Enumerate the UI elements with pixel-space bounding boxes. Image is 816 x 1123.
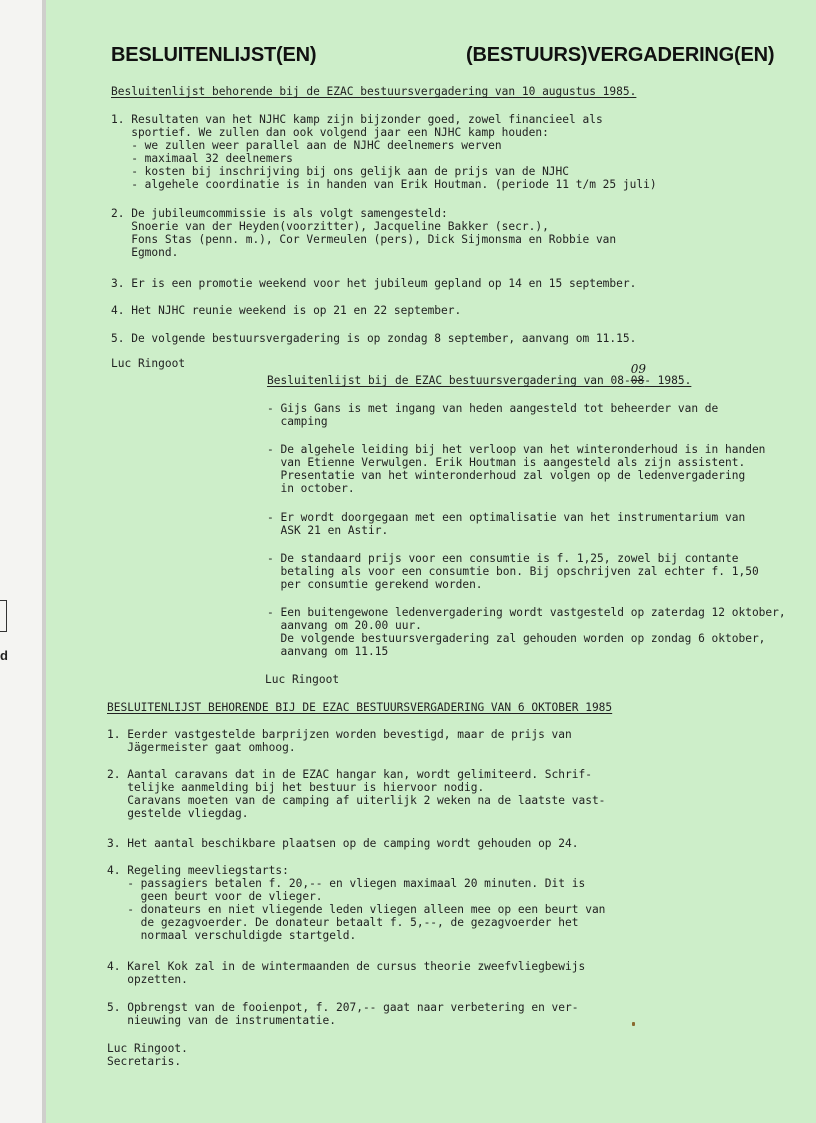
section2-item: - Gijs Gans is met ingang van heden aangesteld tot beheerder van de camping <box>267 402 719 428</box>
edge-text-fragment: d <box>0 648 8 663</box>
date-correction <box>630 362 646 387</box>
section1-signature: Luc Ringoot <box>111 357 186 370</box>
section2-title <box>267 362 692 387</box>
section2-item: - De standaard prijs voor een consumtie is f. 1,25, zowel bij contante betaling als voor een consumtie bon. Bij opschrijven zal echter f. 1,50 per consumtie gerekend worden. <box>267 552 759 591</box>
scan-left-margin <box>0 0 48 1123</box>
section3-signature-role: Secretaris. <box>107 1055 182 1068</box>
section3-item: 4. Karel Kok zal in de wintermaanden de cursus theorie zweefvliegbewijs opzetten. <box>107 960 586 986</box>
section3-item: 3. Het aantal beschikbare plaatsen op de camping wordt gehouden op 24. <box>107 837 579 850</box>
section1-item: 5. De volgende bestuursvergadering is op zondag 8 september, aanvang om 11.15. <box>111 332 637 345</box>
section2-title-suffix: - 1985. <box>644 374 692 387</box>
section2-item: - Er wordt doorgegaan met een optimalisatie van het instrumentarium van ASK 21 en Astir. <box>267 511 746 537</box>
section2-signature: Luc Ringoot <box>265 673 340 686</box>
section1-title: Besluitenlijst behorende bij de EZAC bestuursvergadering van 10 augustus 1985. <box>111 85 637 98</box>
section3-item: 4. Regeling meevliegstarts: - passagiers betalen f. 20,-- en vliegen maximaal 20 minuten. Dit is geen beurt voor de vlieger. - donateurs en niet vliegende leden vliegen alleen mee op een beurt van de gezagvoerder. De donateur betaalt f. 5,--, de gezagvoerder het normaal verschuldigde startgeld. <box>107 864 606 942</box>
section2-title-prefix: Besluitenlijst bij de EZAC bestuursvergadering van 08- <box>267 374 631 387</box>
edge-box-fragment <box>0 600 7 632</box>
section2-item: - Een buitengewone ledenvergadering wordt vastgesteld op zaterdag 12 oktober, aanvang om 20.00 uur. De volgende bestuursvergadering zal gehouden worden op zondag 6 oktober, aanvang om 11.15 <box>267 606 786 658</box>
paper-speck <box>632 1022 635 1026</box>
section1-item: 2. De jubileumcommissie is als volgt samengesteld: Snoerie van der Heyden(voorzitter), Jacqueline Bakker (secr.), Fons Stas (penn. m.), Cor Vermeulen (pers), Dick Sijmonsma en Robbie van Egmond. <box>111 207 617 259</box>
right-heading: (BESTUURS)VERGADERING(EN) <box>466 44 775 66</box>
section2-item: - De algehele leiding bij het verloop van het winteronderhoud is in handen van Etienne Verwulgen. Erik Houtman is aangesteld als zijn assistent. Presentatie van het winteronderhoud zal volgen op de ledenvergadering in october. <box>267 443 766 495</box>
section1-item: 1. Resultaten van het NJHC kamp zijn bijzonder goed, zowel financieel als sportief. We zullen dan ook volgend jaar een NJHC kamp houden: - we zullen weer parallel aan de NJHC deelnemers werven - maximaal 32 deelnemers - kosten bij inschrijving bij ons gelijk aan de prijs van de NJHC - algehele coordinatie is in handen van Erik Houtman. (periode 11 t/m 25 juli) <box>111 113 657 191</box>
section3-item: 2. Aantal caravans dat in de EZAC hangar kan, wordt gelimiteerd. Schrif- telijke aanmelding bij het bestuur is hiervoor nodig. Caravans moeten van de camping af uiterlijk 2 weken na de laatste vast- gestelde vliegdag. <box>107 768 606 820</box>
section3-signature-name: Luc Ringoot. <box>107 1042 188 1055</box>
section3-item: 5. Opbrengst van de fooienpot, f. 207,-- gaat naar verbetering en ver- nieuwing van de instrumentatie. <box>107 1001 579 1027</box>
section1-item: 4. Het NJHC reunie weekend is op 21 en 22 september. <box>111 304 462 317</box>
handwritten-correction: 09 <box>630 362 646 376</box>
section3-item: 1. Eerder vastgestelde barprijzen worden bevestigd, maar de prijs van Jägermeister gaat omhoog. <box>107 728 572 754</box>
section1-item: 3. Er is een promotie weekend voor het jubileum gepland op 14 en 15 september. <box>111 277 637 290</box>
struck-date: 08 <box>630 374 645 387</box>
left-heading: BESLUITENLIJST(EN) <box>111 44 317 66</box>
section3-title: BESLUITENLIJST BEHORENDE BIJ DE EZAC BESTUURSVERGADERING VAN 6 OKTOBER 1985 <box>107 701 613 714</box>
